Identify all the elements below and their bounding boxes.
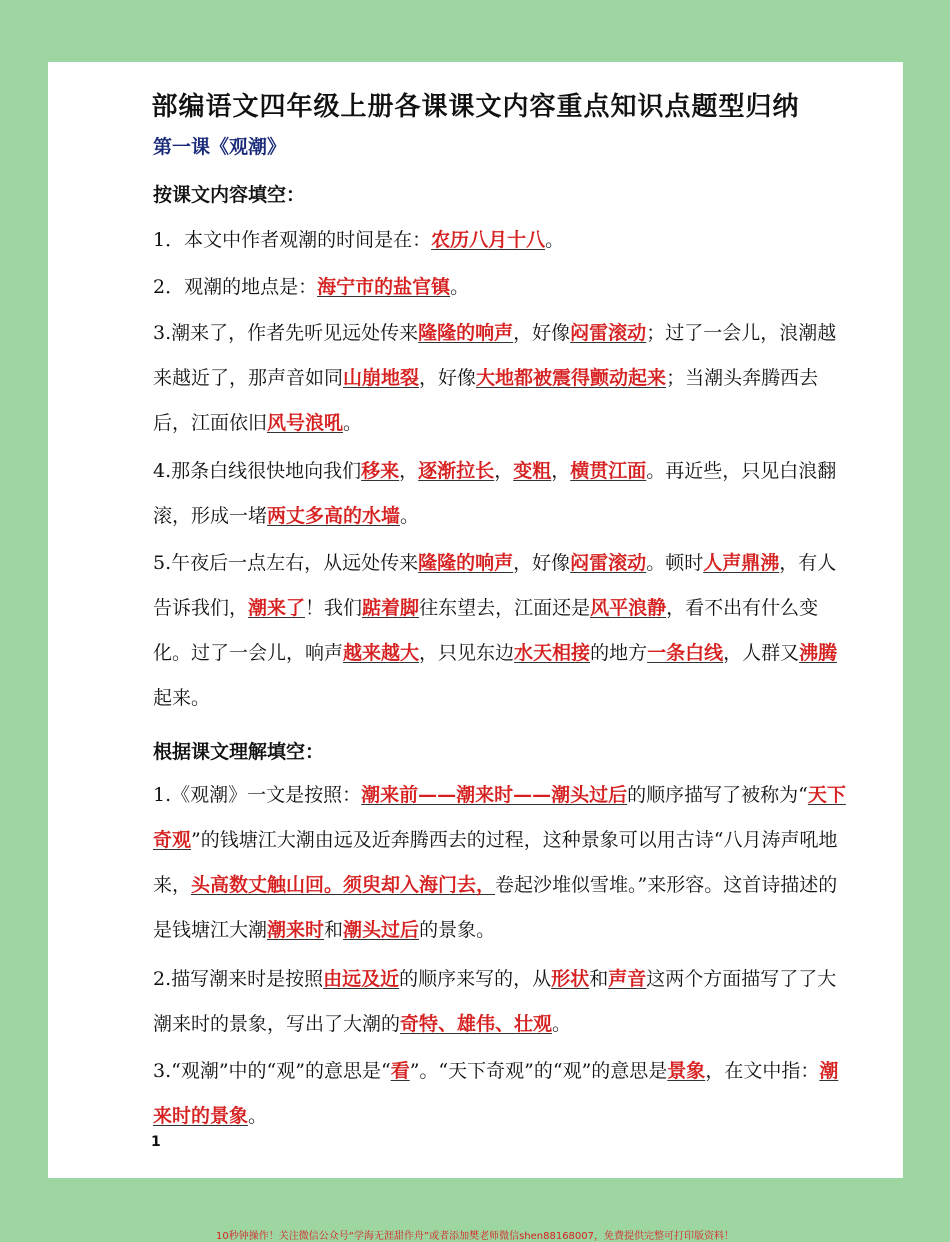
question-text: 。 [343, 412, 363, 434]
question-text: ，好像 [513, 552, 571, 574]
answer-text: 隆隆的响声 [418, 322, 514, 344]
question-text: ”的钱塘江大潮由远及近奔腾西去的过程，这种景象可以用古诗“八月涛声吼地来， [153, 829, 838, 896]
question-text: ”。“天下奇观”的“观”的意思是 [409, 1060, 668, 1082]
question-text: 3.“观潮”中的“观”的意思是“ [153, 1060, 391, 1082]
question-text: 卷起沙堆似雪堆。”来形容。这首诗描述的是钱塘江大潮 [153, 874, 838, 941]
answer-text: 变粗 [513, 460, 552, 482]
question-text: 。 [400, 505, 420, 527]
answer-text: 海宁市的盐官镇 [317, 276, 451, 298]
section-understanding: 根据课文理解填空： [153, 741, 325, 763]
question-2-3 [153, 1049, 853, 1139]
question-text: 1．本文中作者观潮的时间是在： [153, 229, 432, 251]
answer-text: 山崩地裂 [343, 367, 420, 389]
question-text: 。顿时 [646, 552, 704, 574]
question-1-2 [153, 265, 853, 310]
answer-text: 头高数丈触山回。须臾却入海门去， [191, 874, 496, 896]
question-text: 1.《观潮》一文是按照： [153, 784, 362, 806]
question-text: ，人群又 [723, 642, 800, 664]
section-fill-by-text: 按课文内容填空： [153, 184, 306, 206]
question-text: ，看不出有什么变化。过了一会儿，响声 [153, 597, 819, 664]
answer-text: 水天相接 [514, 642, 591, 664]
answer-text: 奇特、雄伟、壮观 [400, 1013, 553, 1035]
question-text: 。 [552, 1013, 572, 1035]
answer-text: 踮着脚 [362, 597, 420, 619]
answer-text: 人声鼎沸 [703, 552, 780, 574]
question-text: 。 [248, 1105, 268, 1127]
footer-promo-text: 10秒钟操作！关注微信公众号“学海无涯甜作舟”或者添加樊老师微信shen88168007，免费提供完整可打印版资料！ [215, 1231, 735, 1242]
answer-text: 潮来时 [267, 919, 325, 941]
question-2-1 [153, 773, 853, 953]
document-page [48, 62, 903, 1178]
question-text: 3.潮来了，作者先听见远处传来 [153, 322, 419, 344]
answer-text: 声音 [608, 968, 647, 990]
question-text: 。再近些，只见白浪翻滚，形成一堵 [153, 460, 837, 527]
question-text: ！我们 [305, 597, 363, 619]
question-text: ；过了一会儿，浪潮越来越近了，那声音如同 [153, 322, 837, 389]
answer-text: 由远及近 [323, 968, 400, 990]
question-text: 起来。 [153, 687, 211, 709]
answer-text: 移来 [361, 460, 400, 482]
question-1-1 [153, 218, 853, 263]
answer-text: 潮头过后 [343, 919, 420, 941]
answer-text: 潮来时的景象 [153, 1060, 839, 1127]
question-text: ， [551, 460, 571, 482]
question-text: ，好像 [419, 367, 477, 389]
answer-text: 隆隆的响声 [418, 552, 514, 574]
question-text: ；当潮头奔腾西去后，江面依旧 [153, 367, 819, 434]
answer-text: 一条白线 [647, 642, 724, 664]
question-text: 4.那条白线很快地向我们 [153, 460, 362, 482]
question-text: 和 [324, 919, 344, 941]
answer-text: 形状 [551, 968, 590, 990]
answer-text: 沸腾 [799, 642, 838, 664]
question-text: 。 [545, 229, 565, 251]
question-text: ， [494, 460, 514, 482]
question-1-5 [153, 541, 853, 721]
page-number: 1 [151, 1134, 161, 1150]
question-text: 。 [450, 276, 470, 298]
question-text: 的顺序描写了被称为“ [627, 784, 808, 806]
question-text: ，有人告诉我们， [153, 552, 837, 619]
lesson-title: 第一课《观潮》 [153, 136, 287, 158]
answer-text: 越来越大 [343, 642, 420, 664]
question-text: 的地方 [590, 642, 648, 664]
question-text: 的景象。 [419, 919, 496, 941]
answer-text: 潮来前——潮来时——潮头过后 [361, 784, 628, 806]
answer-text: 两丈多高的水墙 [267, 505, 401, 527]
question-text: 这两个方面描写了了大潮来时的景象，写出了大潮的 [153, 968, 837, 1035]
question-text: ，好像 [513, 322, 571, 344]
answer-text: 风平浪静 [590, 597, 667, 619]
question-text: ， [399, 460, 419, 482]
document-title: 部编语文四年级上册各课课文内容重点知识点题型归纳 [151, 92, 800, 122]
question-text: 和 [589, 968, 609, 990]
answer-text: 逐渐拉长 [418, 460, 495, 482]
answer-text: 农历八月十八 [431, 229, 546, 251]
answer-text: 大地都被震得颤动起来 [476, 367, 667, 389]
answer-text: 闷雷滚动 [570, 322, 647, 344]
answer-text: 风号浪吼 [267, 412, 344, 434]
answer-text: 闷雷滚动 [570, 552, 647, 574]
answer-text: 横贯江面 [570, 460, 647, 482]
question-text: ，只见东边 [419, 642, 515, 664]
answer-text: 潮来了 [248, 597, 306, 619]
answer-text: 看 [390, 1060, 410, 1082]
question-text: 2.描写潮来时是按照 [153, 968, 324, 990]
question-text: 的顺序来写的，从 [399, 968, 552, 990]
question-text: ，在文中指： [705, 1060, 820, 1082]
answer-text: 天下奇观 [153, 784, 846, 851]
question-text: 2．观潮的地点是： [153, 276, 318, 298]
question-1-3 [153, 311, 853, 446]
question-1-4 [153, 449, 853, 539]
question-text: 5.午夜后一点左右，从远处传来 [153, 552, 419, 574]
answer-text: 景象 [667, 1060, 706, 1082]
question-2-2 [153, 957, 853, 1047]
question-text: 往东望去，江面还是 [419, 597, 591, 619]
